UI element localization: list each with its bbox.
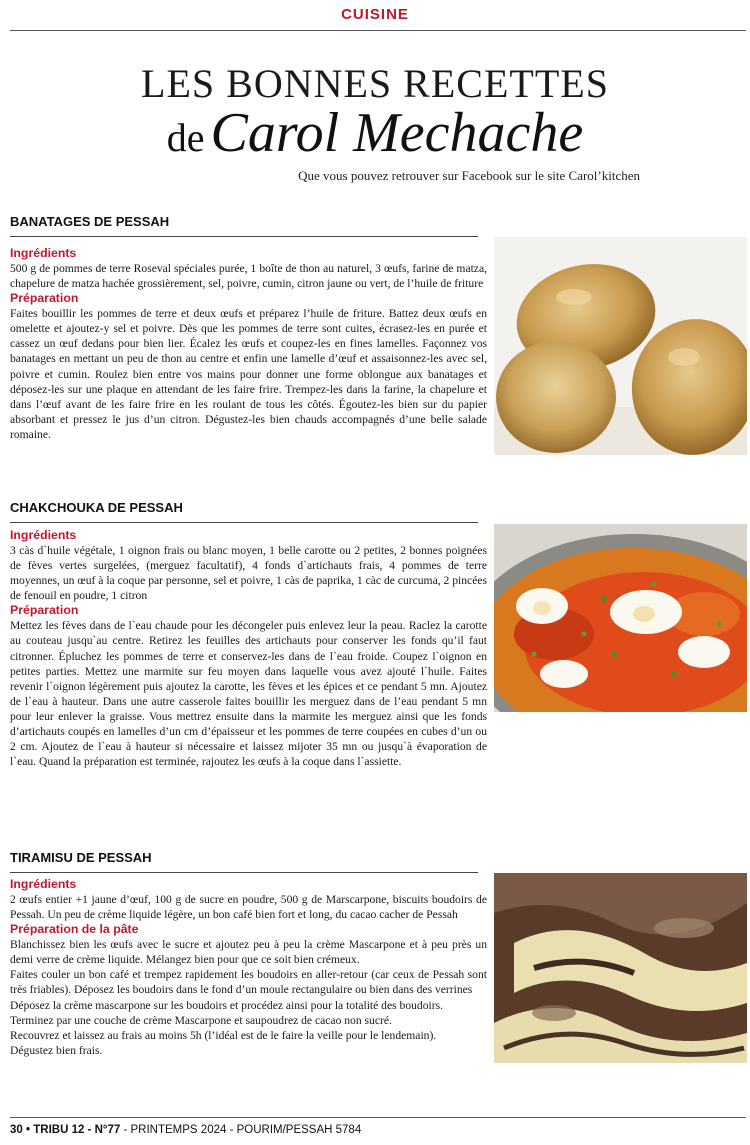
banatages-photo <box>494 237 747 455</box>
magazine-name: TRIBU 12 - N°77 <box>33 1124 121 1136</box>
ingredients-heading: Ingrédients <box>10 246 77 260</box>
preparation-step: Déposez la crème mascarpone sur les boudoirs et procédez ainsi pour la totalité des boudoirs. <box>10 998 444 1012</box>
tiramisu-photo <box>494 873 747 1063</box>
page-title-line1: LES BONNES RECETTES <box>141 61 609 106</box>
page-number: 30 <box>10 1124 23 1136</box>
recipe-divider <box>10 236 478 237</box>
preparation-step: Blanchissez bien les œufs avec le sucre et ajoutez peu à peu la crème Mascarpone et à peu près un demi verre de crème liquide. Mélangez bien pour que ce soit bien crémeux. <box>10 938 487 967</box>
footer-bullet: • <box>26 1124 31 1136</box>
preparation-text: Faites bouillir les pommes de terre et deux œufs et préparez l’huile de friture. Battez deux œufs en omelette et ajoutez-y sel et poivre. Dès que les pommes de terre sont cuites, écrasez-les en purée et cassez un œuf dedans pour bien lier. Écalez les œufs et coupez-les en fines lamelles. Façonnez vos banatages en mettant un peu de thon au centre et enfin une lamelle d’œuf et assaisonnez-les avec sel, poivre et cumin. Roulez bien entre vos mains pour donner une forme oblongue aux banatages et déposez-les sur une plaque en attendant de les faire frire. Trempez-les dans la farine, la chapelure et dans l’œuf avant de les faire frire en les roulant de tous les côtés. Égoutez-les bien sur du papier absorbant et pressez le jus d’un citron. Dégustez-les bien chauds accompagnés d’une belle salade romaine. <box>10 307 487 441</box>
page-footer <box>10 1124 361 1136</box>
section-label: CUISINE <box>341 6 409 23</box>
top-divider <box>10 30 746 31</box>
recipe-divider <box>10 872 478 873</box>
preparation-heading: Préparation <box>10 291 79 306</box>
recipe-body-chakchouka <box>10 528 487 769</box>
preparation-text: Mettez les fèves dans de l`eau chaude pour les décongeler puis enlevez leur la peau. Raclez la carotte au couteau jusqu`au centre. Retirez les feuilles des artichauts pour conserver les fonds qu’il faut citronner. Épluchez les pommes de terre et conservez-les dans de l`eau froide. Coupez l`oignon en petites parties. Mettez une marmite sur feu moyen dans laquelle vous avez ajouté l`huile. Faites revenir l`oignon légèrement puis ajoutez la carotte, les fèves et les épices et ce pendant 5 mn. Ajoutez de l`eau à hauteur. Dans une autre casserole faites bouillir les merguez dans de l’eau pendant 5 mn pour leur enlever la graisse. Vous mettrez ensuite dans la marmite les merguez ainsi que les fonds d’artichauts coupés en lamelles d’un cm d’épaisseur et les pommes de terre coupées en cubes d’un ou 2 cm. Ajoutez de l`eau à hauteur si nécessaire et laissez mijoter 35 mn ou jusqu`à évaporation de l`eau. Quand la préparation est terminée, rajoutez les œufs à la coque dans l`assiette. <box>10 619 487 769</box>
ingredients-text: 500 g de pommes de terre Roseval spéciales purée, 1 boîte de thon au naturel, 3 œufs, farine de matza, chapelure de matza hachée grossièrement, sel, poivre, cumin, citron jaune ou vert, de l’huile de friture <box>10 262 487 291</box>
issue-info: - PRINTEMPS 2024 - POURIM/PESSAH 5784 <box>123 1124 362 1136</box>
preparation-step: Dégustez bien frais. <box>10 1043 103 1057</box>
chakchouka-photo <box>494 524 747 712</box>
recipe-title-chakchouka: CHAKCHOUKA DE PESSAH <box>10 500 183 515</box>
recipe-divider <box>10 522 478 523</box>
preparation-step: Faites couler un bon café et trempez rapidement les boudoirs en aller-retour (car ceux de Pessah sont très friables). Déposez les boudoirs dans le fond d’un moule rectangulaire ou bien dans des verrines <box>10 968 487 997</box>
recipe-title-tiramisu: TIRAMISU DE PESSAH <box>10 850 152 865</box>
title-author-name: Carol Mechache <box>210 102 584 164</box>
page-title-line2 <box>0 103 750 168</box>
ingredients-heading: Ingrédients <box>10 877 77 891</box>
preparation-step: Terminez par une couche de crème Mascarpone et saupoudrez de cacao non sucré. <box>10 1013 392 1027</box>
title-de: de <box>166 115 205 160</box>
recipe-title-banatages: BANATAGES DE PESSAH <box>10 214 170 229</box>
ingredients-heading: Ingrédients <box>10 528 77 542</box>
preparation-heading: Préparation de la pâte <box>10 922 139 937</box>
footer-divider <box>10 1117 746 1118</box>
preparation-heading: Préparation <box>10 603 79 618</box>
ingredients-text: 2 œufs entier +1 jaune d’œuf, 100 g de sucre en poudre, 500 g de Marscarpone, biscuits boudoirs de Pessah. Un peu de crème liquide légère, un bon café bien fort et long, du cacao cacher de Pessah <box>10 893 487 922</box>
recipe-body-banatages <box>10 246 487 442</box>
recipe-body-tiramisu <box>10 877 487 1058</box>
ingredients-text: 3 càs d`huile végétale, 1 oignon frais ou blanc moyen, 1 belle carotte ou 2 petites, 2 bonnes poignées de fèves vertes surgelées, (merguez facultatif), 4 fonds d`artichauts frais, 4 pommes de terre moyennes, un œuf à la coque par personne, sel et poivre, 1 càs de paprika, 1 càc de curcuma, 2 pincées de fenouil en poudre, 1 citron <box>10 544 487 603</box>
preparation-step: Recouvrez et laissez au frais au moins 5h (l’idéal est de le faire la veille pour le lendemain). <box>10 1028 437 1042</box>
page-subtitle: Que vous pouvez retrouver sur Facebook sur le site Carol’kitchen <box>298 168 640 183</box>
